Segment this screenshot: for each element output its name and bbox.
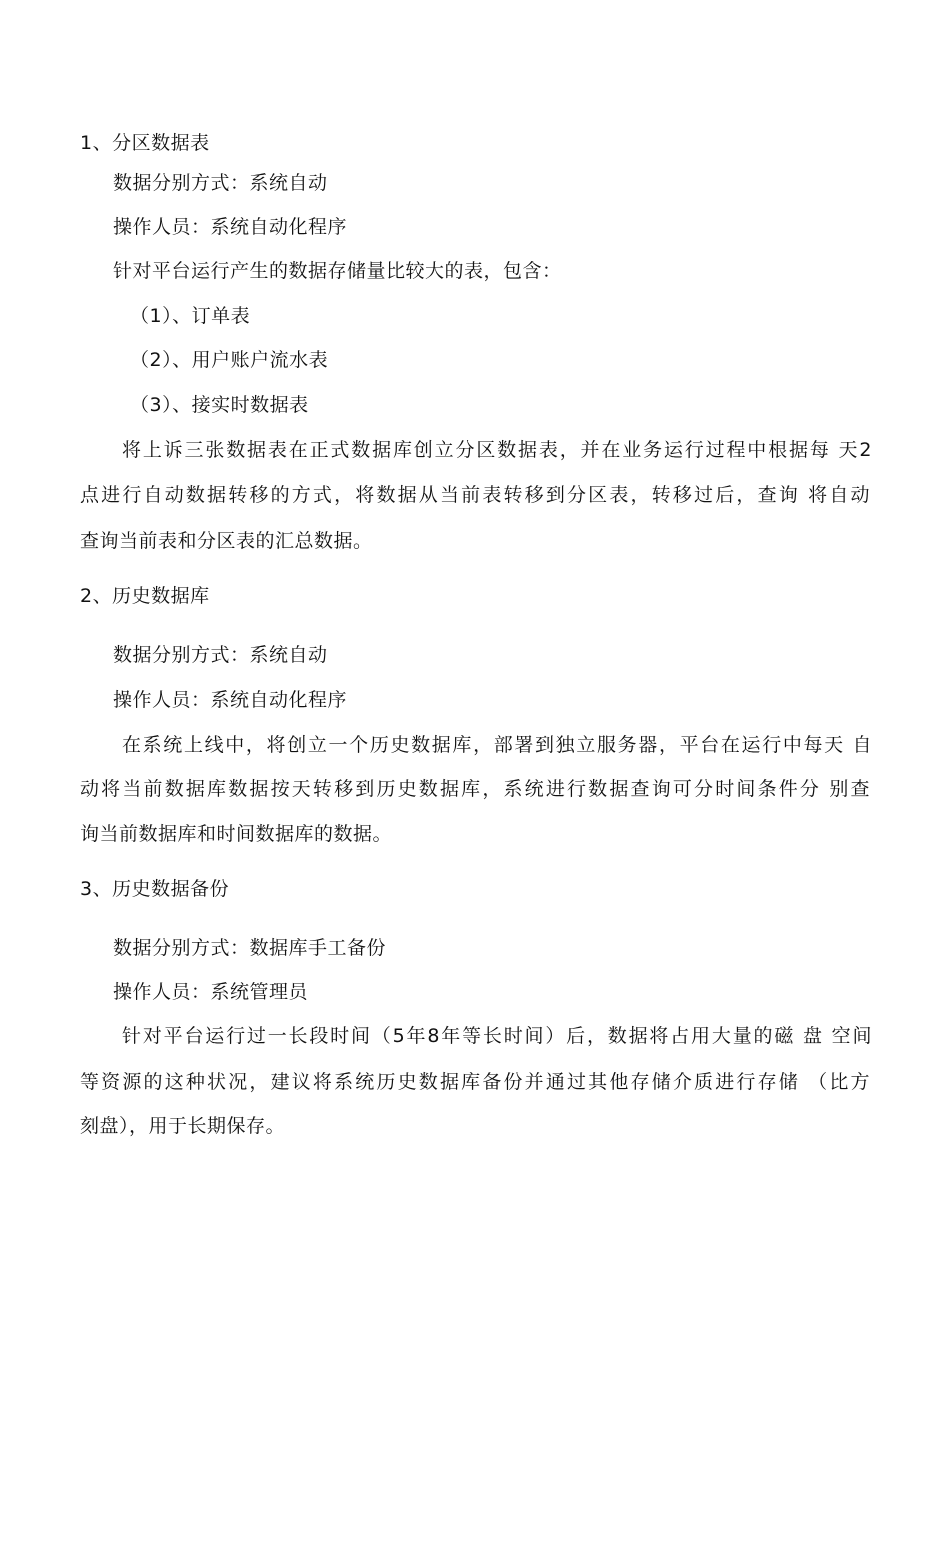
section-2-paragraph-line-2: 动将当前数据库数据按天转移到历史数据库，系统进行数据查询可分时间条件分 别查	[80, 778, 870, 800]
section-2-paragraph-line-3: 询当前数据库和时间数据库的数据。	[80, 823, 393, 845]
section-3-paragraph-line-1: 针对平台运行过一长段时间（5年8年等长时间）后，数据将占用大量的磁 盘 空间	[122, 1025, 872, 1047]
section-1-paragraph-line-1: 将上诉三张数据表在正式数据库创立分区数据表，并在业务运行过程中根据每 天2	[122, 439, 872, 461]
section-1-operator: 操作人员：系统自动化程序	[113, 216, 348, 238]
section-3-paragraph-line-3: 刻盘），用于长期保存。	[80, 1115, 286, 1137]
section-2-heading: 2、历史数据库	[80, 585, 210, 607]
section-1-item-2: （2）、用户账户流水表	[130, 349, 329, 371]
section-1-heading: 1、分区数据表	[80, 132, 210, 154]
section-1-method: 数据分别方式：系统自动	[113, 172, 328, 194]
section-1-item-1: （1）、订单表	[130, 305, 251, 327]
section-3-operator: 操作人员：系统管理员	[113, 981, 309, 1003]
section-3-heading: 3、历史数据备份	[80, 878, 230, 900]
section-1-item-3: （3）、接实时数据表	[130, 394, 309, 416]
section-2-paragraph-line-1: 在系统上线中，将创立一个历史数据库，部署到独立服务器，平台在运行中每天 自	[122, 734, 872, 756]
section-1-paragraph-line-2: 点进行自动数据转移的方式，将数据从当前表转移到分区表，转移过后，查询 将自动	[80, 484, 870, 506]
section-1-intro: 针对平台运行产生的数据存储量比较大的表，包含：	[113, 260, 562, 282]
section-3-paragraph-line-2: 等资源的这种状况，建议将系统历史数据库备份并通过其他存储介质进行存储 （比方	[80, 1071, 870, 1093]
section-3-method: 数据分别方式：数据库手工备份	[113, 937, 387, 959]
section-2-method: 数据分别方式：系统自动	[113, 644, 328, 666]
section-1-paragraph-line-3: 查询当前表和分区表的汇总数据。	[80, 530, 373, 552]
section-2-operator: 操作人员：系统自动化程序	[113, 689, 348, 711]
